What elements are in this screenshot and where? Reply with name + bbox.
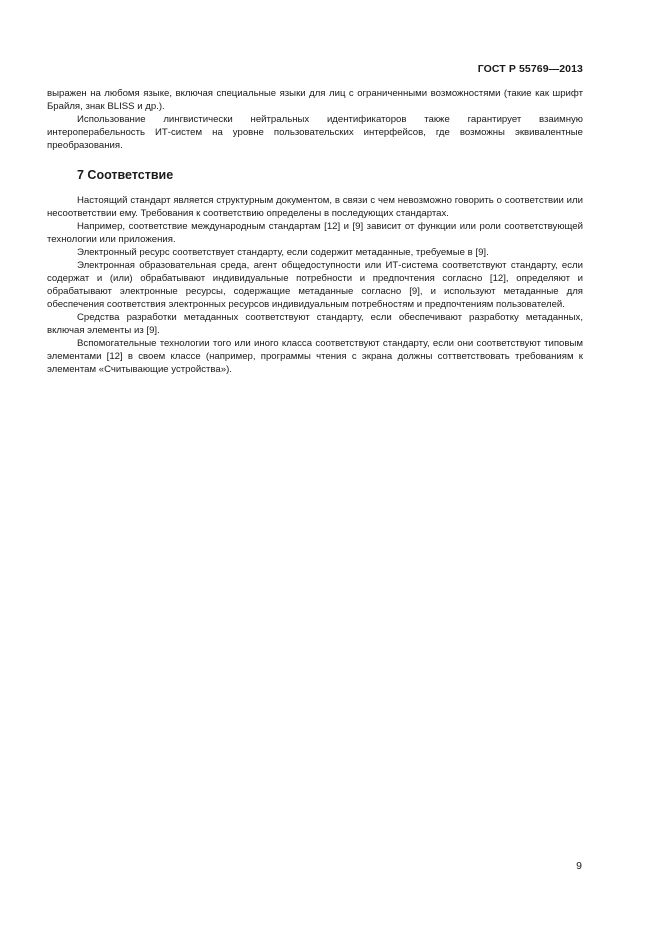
document-header: ГОСТ Р 55769—2013 [477, 63, 583, 75]
section-heading: 7 Соответствие [77, 168, 174, 182]
section-paragraph: Например, соответствие международным стандартам [12] и [9] зависит от функции или роли соответствующей технологии или приложения. [47, 221, 583, 245]
intro-paragraph-continued: выражен на любомя языке, включая специальные языки для лиц с ограниченными возможностями (такие как шрифт Брайля, знак BLISS и др.). [47, 88, 583, 112]
section-paragraph: Электронная образовательная среда, агент общедоступности или ИТ-система соответствуют стандарту, если содержат и (или) обрабатывают индивидуальные потребности и предпочтения согласно [12], определяют и обрабатывают электронные ресурсы, содержащие метаданные согласно [9], и используют метаданные для обеспечения соответствия электронных ресурсов индивидуальным потребностям и предпочтениям пользователей. [47, 260, 583, 310]
section-paragraph: Вспомогательные технологии того или иного класса соответствуют стандарту, если они соответствуют типовым элементами [12] в своем классе (например, программы чтения с экрана должны соттветствовать требованиям к элементам «Считывающие устройства»). [47, 338, 583, 375]
page-body [47, 87, 583, 376]
section-paragraph: Электронный ресурс соответствует стандарту, если содержит метаданные, требуемые в [9]. [77, 247, 489, 258]
page-number: 9 [576, 860, 582, 872]
intro-paragraph: Использование лингвистически нейтральных идентификаторов также гарантирует взаимную интероперабельность ИТ-систем на уровне пользовательских интерфейсов, где возможны эквивалентные преобразования. [47, 114, 583, 151]
section-paragraph: Настоящий стандарт является структурным документом, в связи с чем невозможно говорить о соответствии или несоответствии ему. Требования к соответствию определены в последующих стандартах. [47, 195, 583, 219]
section-paragraph: Средства разработки метаданных соответствуют стандарту, если обеспечивают разработку метаданных, включая элементы из [9]. [47, 312, 583, 336]
